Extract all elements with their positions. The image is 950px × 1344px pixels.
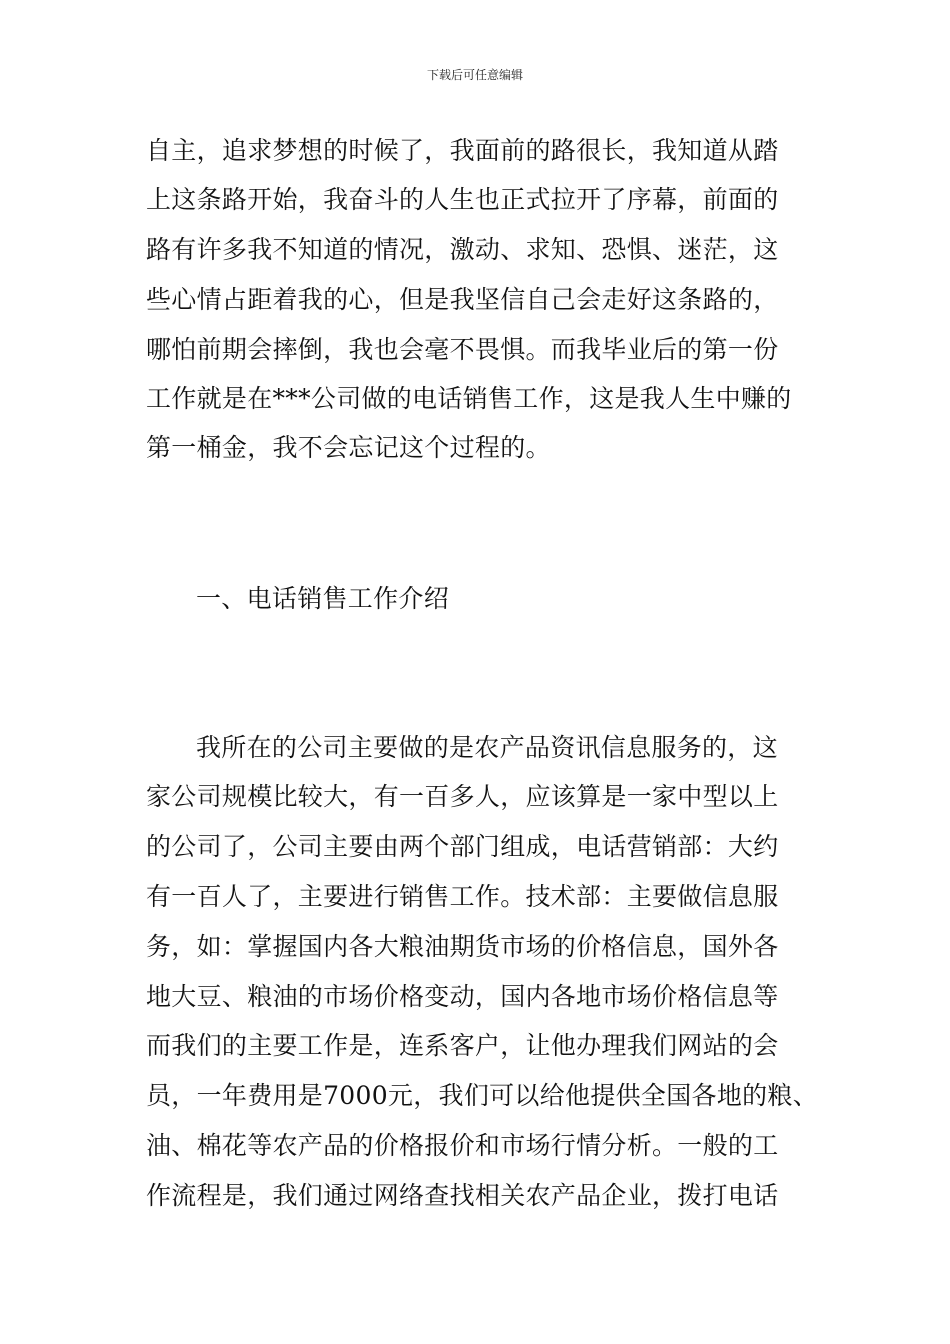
paragraph-line: 而我们的主要工作是，连系客户，让他办理我们网站的会 xyxy=(146,1031,779,1060)
paragraph-line: 我所在的公司主要做的是农产品资讯信息服务的，这 xyxy=(196,733,778,762)
paragraph-line: 的公司了，公司主要由两个部门组成，电话营销部：大约 xyxy=(146,832,779,861)
paragraph-line: 务，如：掌握国内各大粮油期货市场的价格信息，国外各 xyxy=(146,932,779,961)
paragraph-line: 工作就是在***公司做的电话销售工作，这是我人生中赚的 xyxy=(146,384,792,413)
section-heading: 一、电话销售工作介绍 xyxy=(196,584,450,613)
paragraph-line: 有一百人了，主要进行销售工作。技术部：主要做信息服 xyxy=(146,882,779,911)
page-header: 下载后可任意编辑 xyxy=(426,68,523,82)
paragraph-line: 自主，追求梦想的时候了，我面前的路很长，我知道从踏 xyxy=(146,136,779,165)
paragraph-line: 路有许多我不知道的情况，激动、求知、恐惧、迷茫，这 xyxy=(146,235,779,264)
paragraph-line: 上这条路开始，我奋斗的人生也正式拉开了序幕，前面的 xyxy=(146,185,779,214)
paragraph-line: 些心情占距着我的心，但是我坚信自己会走好这条路的， xyxy=(146,285,779,314)
paragraph-line: 作流程是，我们通过网络查找相关农产品企业，拨打电话 xyxy=(146,1181,779,1210)
paragraph-line: 油、棉花等农产品的价格报价和市场行情分析。一般的工 xyxy=(146,1131,779,1160)
paragraph-line: 家公司规模比较大，有一百多人，应该算是一家中型以上 xyxy=(146,782,779,811)
paragraph-line: 第一桶金，我不会忘记这个过程的。 xyxy=(146,433,551,462)
paragraph-line: 员，一年费用是7000元，我们可以给他提供全国各地的粮、 xyxy=(146,1081,819,1110)
paragraph-line: 哪怕前期会摔倒，我也会毫不畏惧。而我毕业后的第一份 xyxy=(146,335,779,364)
paragraph-line: 地大豆、粮油的市场价格变动，国内各地市场价格信息等 xyxy=(146,982,779,1011)
